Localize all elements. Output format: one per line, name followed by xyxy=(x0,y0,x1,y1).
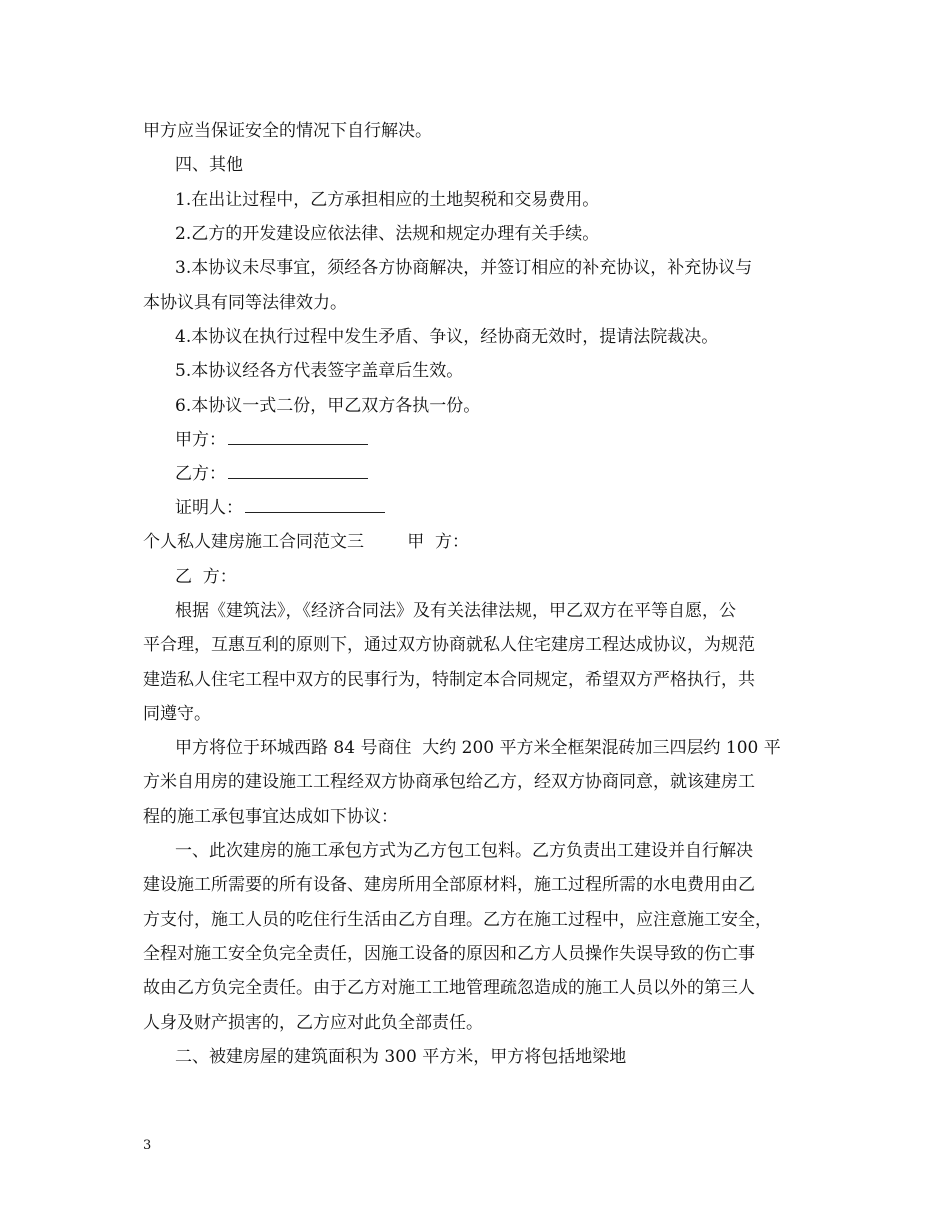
list-item: 4.本协议在执行过程中发生矛盾、争议，经协商无效时，提请法院裁决。 xyxy=(175,327,719,347)
text-line: 平合理，互惠互利的原则下，通过双方协商就私人住宅建房工程达成协议，为规范 xyxy=(143,635,755,655)
party-a-signature xyxy=(175,430,368,450)
contract-title: 个人私人建房施工合同范文三 甲 方： xyxy=(143,532,470,552)
text-line: 二、被建房屋的建筑面积为 300 平方米，甲方将包括地梁地 xyxy=(175,1047,627,1067)
text-line: 建造私人住宅工程中双方的民事行为，特制定本合同规定，希望双方严格执行，共 xyxy=(143,670,755,690)
party-b-signature xyxy=(175,464,368,484)
text-line: 程的施工承包事宜达成如下协议： xyxy=(143,807,398,827)
list-item: 5.本协议经各方代表签字盖章后生效。 xyxy=(175,361,464,381)
text-line: 故由乙方负完全责任。由于乙方对施工工地管理疏忽造成的施工人员以外的第三人 xyxy=(143,978,755,998)
text-line: 一、此次建房的施工承包方式为乙方包工包料。乙方负责出工建设并自行解决 xyxy=(175,841,753,861)
text-line: 本协议具有同等法律效力。 xyxy=(143,293,347,313)
party-a-label: 甲方： xyxy=(175,430,226,450)
witness-signature xyxy=(175,498,385,518)
text-line: 人身及财产损害的，乙方应对此负全部责任。 xyxy=(143,1013,483,1033)
party-b-heading: 乙 方： xyxy=(175,567,237,587)
witness-label: 证明人： xyxy=(175,498,243,518)
text-line: 同遵守。 xyxy=(143,704,211,724)
list-item: 6.本协议一式二份，甲乙双方各执一份。 xyxy=(175,396,481,416)
text-line: 方米自用房的建设施工工程经双方协商承包给乙方，经双方协商同意，就该建房工 xyxy=(143,772,755,792)
party-a-signature-line xyxy=(228,430,368,445)
text-line: 甲方将位于环城西路 84 号商住 大约 200 平方米全框架混砖加三四层约 100 平 xyxy=(175,738,781,758)
witness-signature-line xyxy=(245,498,385,513)
party-b-signature-line xyxy=(228,464,368,479)
text-line: 根据《建筑法》，《经济合同法》及有关法律法规，甲乙双方在平等自愿，公 xyxy=(175,601,736,621)
list-item: 3.本协议未尽事宜，须经各方协商解决，并签订相应的补充协议，补充协议与 xyxy=(175,258,753,278)
party-b-label: 乙方： xyxy=(175,464,226,484)
page-number: 3 xyxy=(143,1138,152,1153)
text-line: 全程对施工安全负完全责任，因施工设备的原因和乙方人员操作失误导致的伤亡事 xyxy=(143,944,755,964)
list-item: 2.乙方的开发建设应依法律、法规和规定办理有关手续。 xyxy=(175,224,600,244)
section-heading: 四、其他 xyxy=(175,155,243,175)
text-line: 建设施工所需要的所有设备、建房所用全部原材料，施工过程所需的水电费用由乙 xyxy=(143,875,755,895)
text-line: 甲方应当保证安全的情况下自行解决。 xyxy=(143,121,432,141)
list-item: 1.在出让过程中，乙方承担相应的土地契税和交易费用。 xyxy=(175,190,600,210)
text-line: 方支付，施工人员的吃住行生活由乙方自理。乙方在施工过程中，应注意施工安全， xyxy=(143,910,772,930)
